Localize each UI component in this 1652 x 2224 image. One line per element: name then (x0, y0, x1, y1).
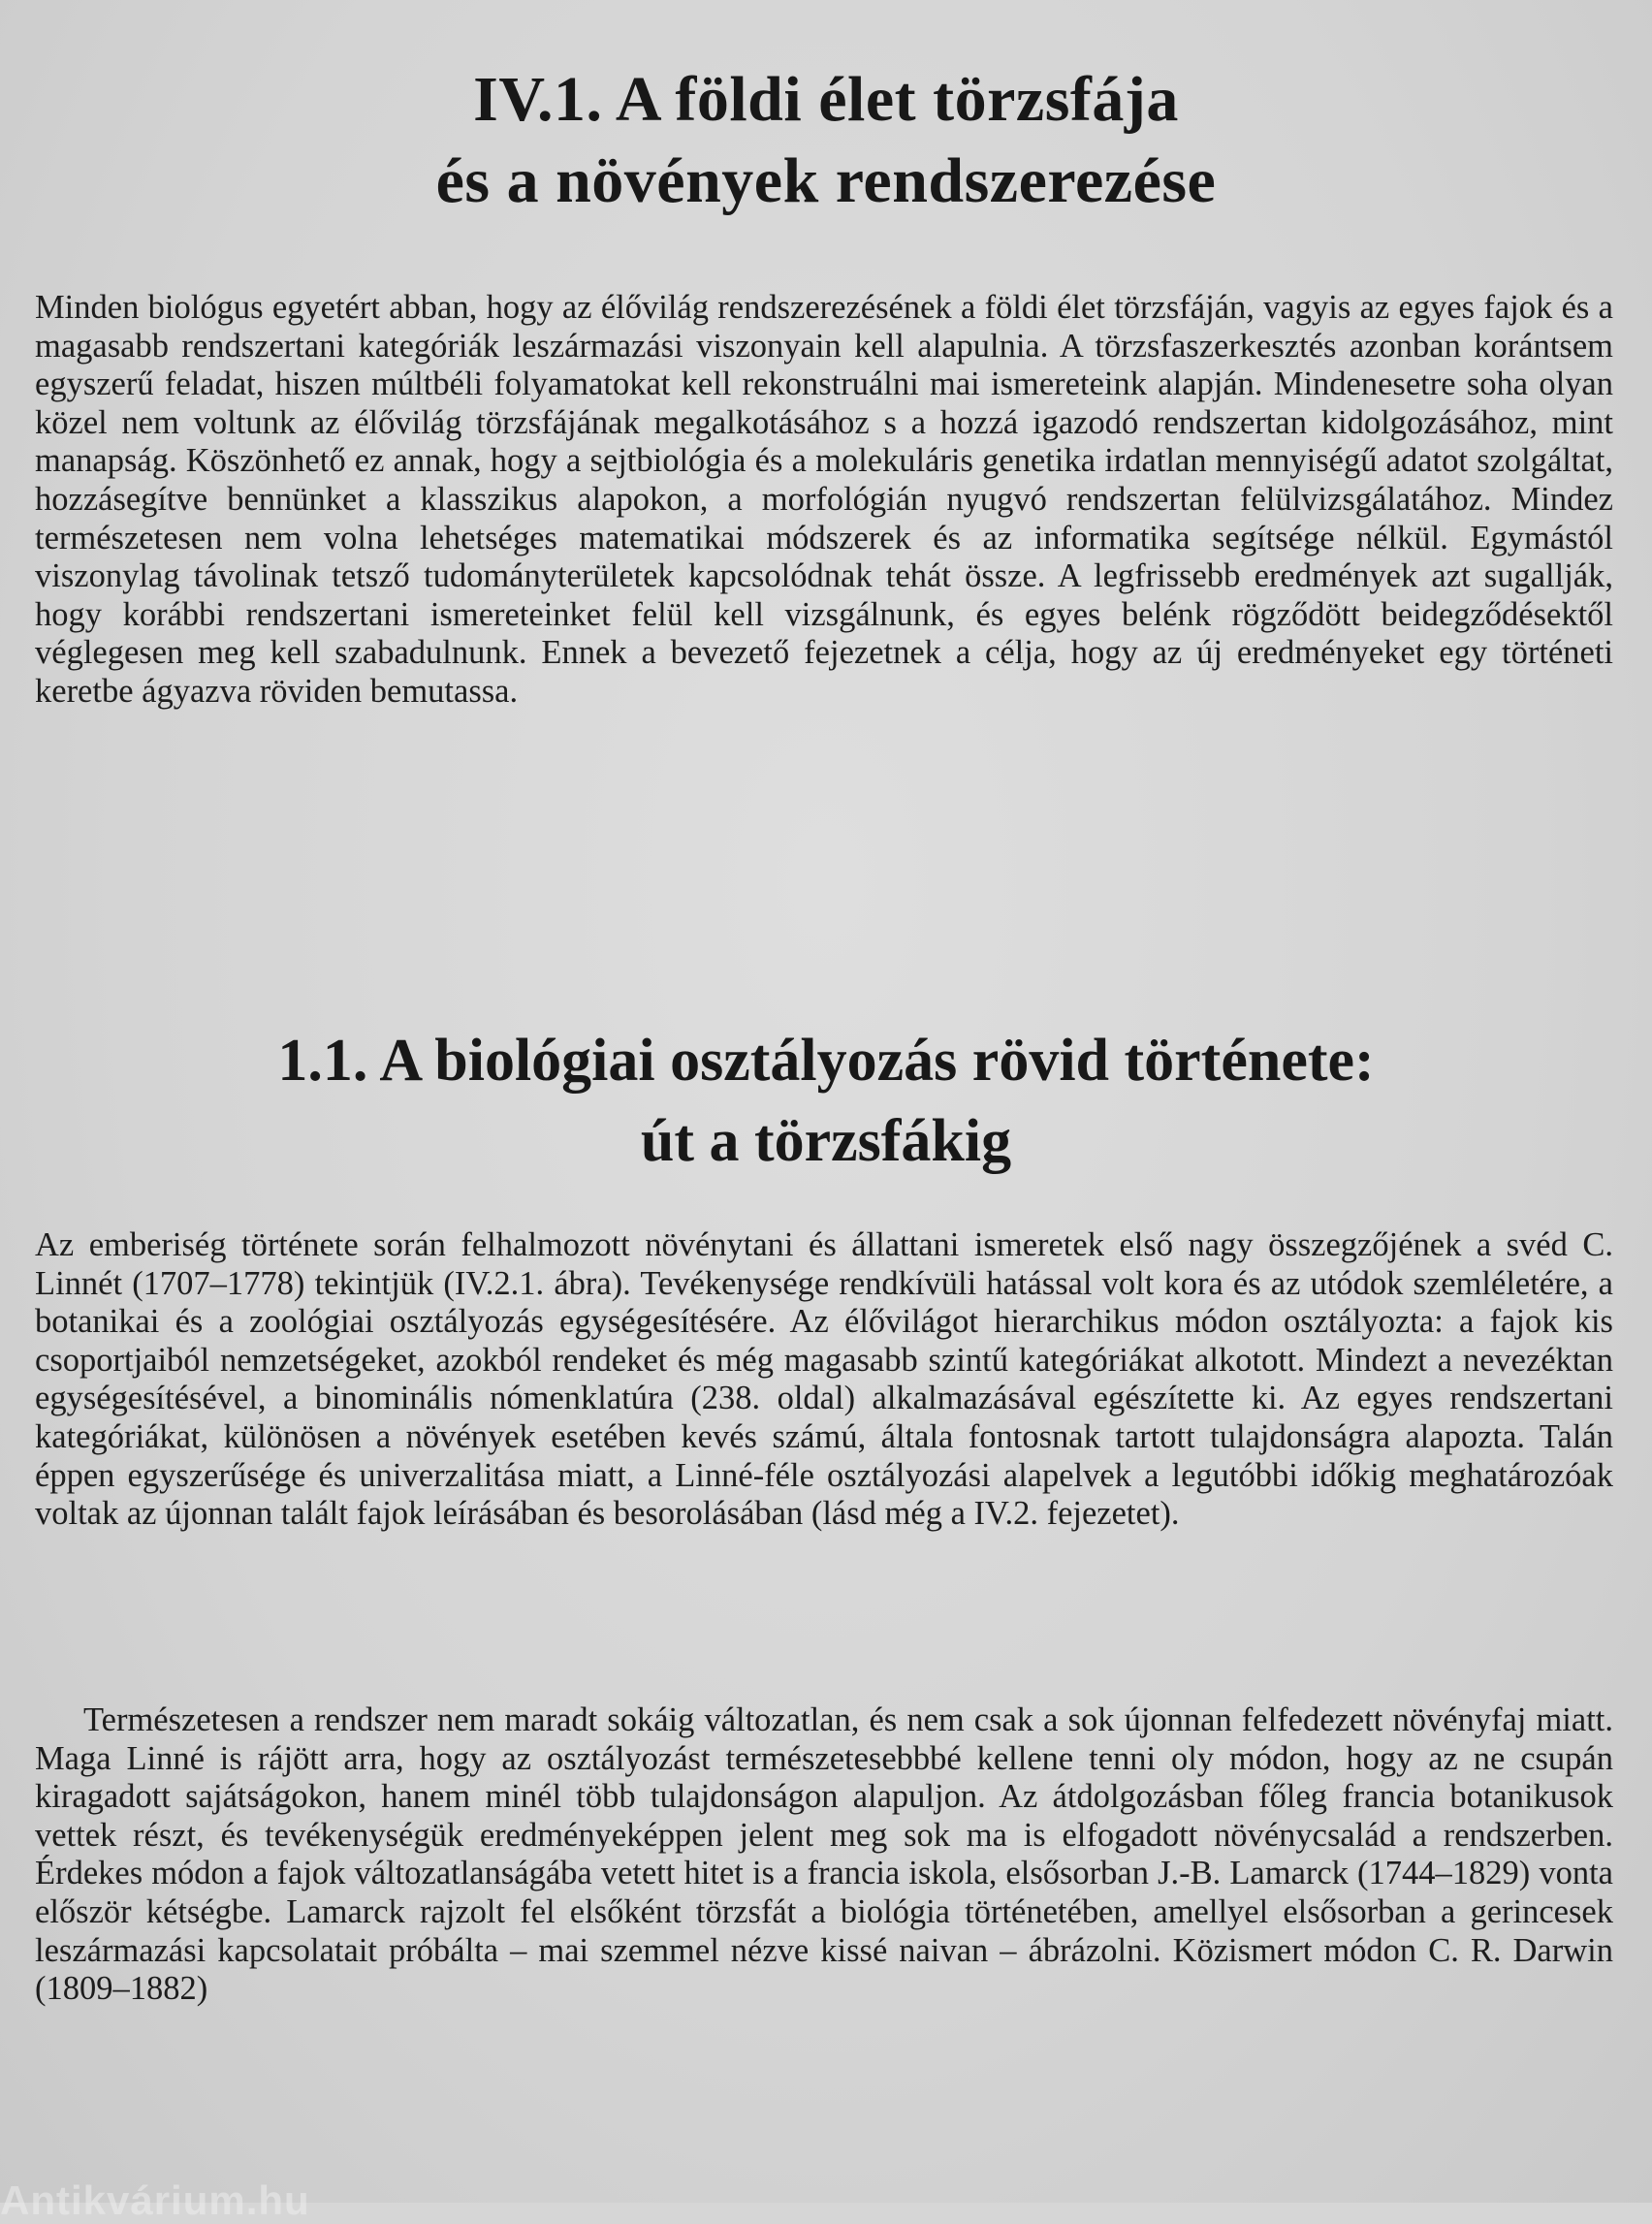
section-heading-line-2: út a törzsfákig (640, 1108, 1012, 1174)
section-heading-line-1: 1.1. A biológiai osztályozás rövid története: (277, 1028, 1375, 1094)
chapter-title-line-2: és a növények rendszerezése (435, 145, 1217, 216)
chapter-title-line-1: IV.1. A földi élet törzsfája (473, 64, 1179, 135)
body-paragraph-1: Az emberiség története során felhalmozott növénytani és állattani ismeretek első nagy összegzőjének a svéd C. Linnét (1707–1778) tekintjük (IV.2.1. ábra). Tevékenysége rendkívüli hatással volt kora és az utódok szemléletére, a botanikai és a zoológiai osztályozás egységesítésére. Az élővilágot hierarchikus módon osztályozta: a fajok kis csoportjaiból nemzetségeket, azokból rendeket és még magasabb szintű kategóriákat alkotott. Mindezt a nevezéktan egységesítésével, a binominális nómenklatúra (238. oldal) alkalmazásával egészítette ki. Az egyes rendszertani kategóriákat, különösen a növények esetében kevés számú, általa fontosnak tartott tulajdonságra alapozta. Talán éppen egyszerűsége és univerzalitása miatt, a Linné-féle osztályozási alapelvek a legutóbbi időkig meghatározóak voltak az újonnan talált fajok leírásában és besorolásában (lásd még a IV.2. fejezetet). (35, 1226, 1613, 1533)
watermark-text: Antikvárium.hu (0, 2177, 310, 2223)
body-paragraph-2: Természetesen a rendszer nem maradt sokáig változatlan, és nem csak a sok újonnan felfedezett növényfaj miatt. Maga Linné is rájött arra, hogy az osztályozást természetesebbbé kellene tenni oly módon, hogy az ne csupán kiragadott sajátságokon, hanem minél több tulajdonságon alapuljon. Az átdolgozásban főleg francia botanikusok vettek részt, és tevékenységük eredményeképpen jelent meg sok ma is elfogadott növénycsalád a rendszerben. Érdekes módon a fajok változatlanságába vetett hitet is a francia iskola, elsősorban J.-B. Lamarck (1744–1829) vonta először kétségbe. Lamarck rajzolt fel elsőként törzsfát a biológia történetében, amellyel elsősorban a gerincesek leszármazási kapcsolatait próbálta – mai szemmel nézve kissé naivan – ábrázolni. Közismert módon C. R. Darwin (1809–1882) (35, 1701, 1613, 2008)
intro-paragraph: Minden biológus egyetért abban, hogy az élővilág rendszerezésének a földi élet törzsfáján, vagyis az egyes fajok és a magasabb rendszertani kategóriák leszármazási viszonyain kell alapulnia. A törzsfaszerkesztés azonban korántsem egyszerű feladat, hiszen múltbéli folyamatokat kell rekonstruálni mai ismereteink alapján. Mindenesetre soha olyan közel nem voltunk az élővilág törzsfájának megalkotásához s a hozzá igazodó rendszertan kidolgozásához, mint manapság. Köszönhető ez annak, hogy a sejtbiológia és a molekuláris genetika irdatlan mennyiségű adatot szolgáltat, hozzásegítve bennünket a klasszikus alapokon, a morfológián nyugvó rendszertan felülvizsgálatához. Mindez természetesen nem volna lehetséges matematikai módszerek és az informatika segítsége nélkül. Egymástól viszonylag távolinak tetsző tudományterületek kapcsolódnak tehát össze. A legfrissebb eredmények azt sugallják, hogy korábbi rendszertani ismereteinket felül kell vizsgálnunk, és egyes belénk rögződött beidegződésektől véglegesen meg kell szabadulnunk. Ennek a bevezető fejezetnek a célja, hogy az új eredményeket egy történeti keretbe ágyazva röviden bemutassa. (35, 289, 1613, 710)
